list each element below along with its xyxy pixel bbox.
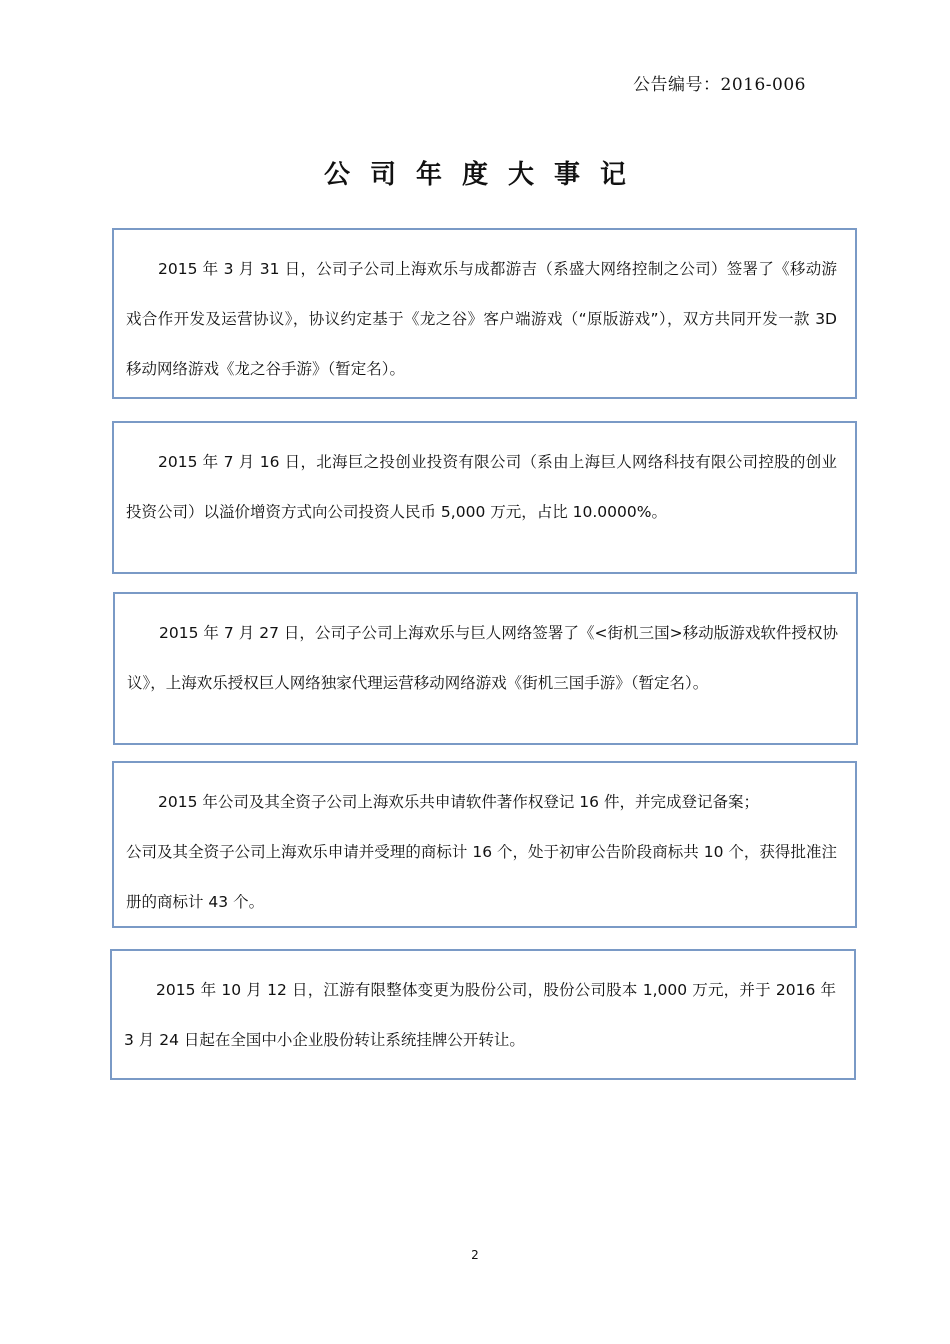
event-box	[110, 949, 856, 1080]
event-box	[113, 592, 858, 745]
event-text: 公司及其全资子公司上海欢乐申请并受理的商标计 16 个，处于初审公告阶段商标共 10 个，获得批准注册的商标计 43 个。	[126, 843, 837, 911]
event-text: 2015 年 7 月 27 日，公司子公司上海欢乐与巨人网络签署了《<街机三国>移动版游戏软件授权协议》，上海欢乐授权巨人网络独家代理运营移动网络游戏《街机三国手游》（暂定名）。	[127, 624, 838, 692]
event-text: 2015 年 7 月 16 日，北海巨之投创业投资有限公司（系由上海巨人网络科技有限公司控股的创业投资公司）以溢价增资方式向公司投资人民币 5,000 万元，占比 10.0000%。	[126, 453, 837, 521]
page-title: 公司年度大事记	[323, 160, 646, 190]
event-text: 2015 年公司及其全资子公司上海欢乐共申请软件著作权登记 16 件，并完成登记备案；	[158, 793, 759, 811]
notice-number: 公告编号：2016-006	[633, 75, 806, 95]
event-text: 2015 年 10 月 12 日，江游有限整体变更为股份公司，股份公司股本 1,000 万元，并于 2016 年 3 月 24 日起在全国中小企业股份转让系统挂牌公开转让。	[124, 981, 836, 1049]
event-text: 2015 年 3 月 31 日，公司子公司上海欢乐与成都游吉（系盛大网络控制之公司）签署了《移动游戏合作开发及运营协议》，协议约定基于《龙之谷》客户端游戏（“原版游戏”），双方共同开发一款 3D 移动网络游戏《龙之谷手游》（暂定名）。	[126, 260, 837, 378]
event-box	[112, 421, 857, 574]
page-number: 2	[471, 1248, 479, 1262]
event-box	[112, 761, 857, 928]
event-box	[112, 228, 857, 399]
